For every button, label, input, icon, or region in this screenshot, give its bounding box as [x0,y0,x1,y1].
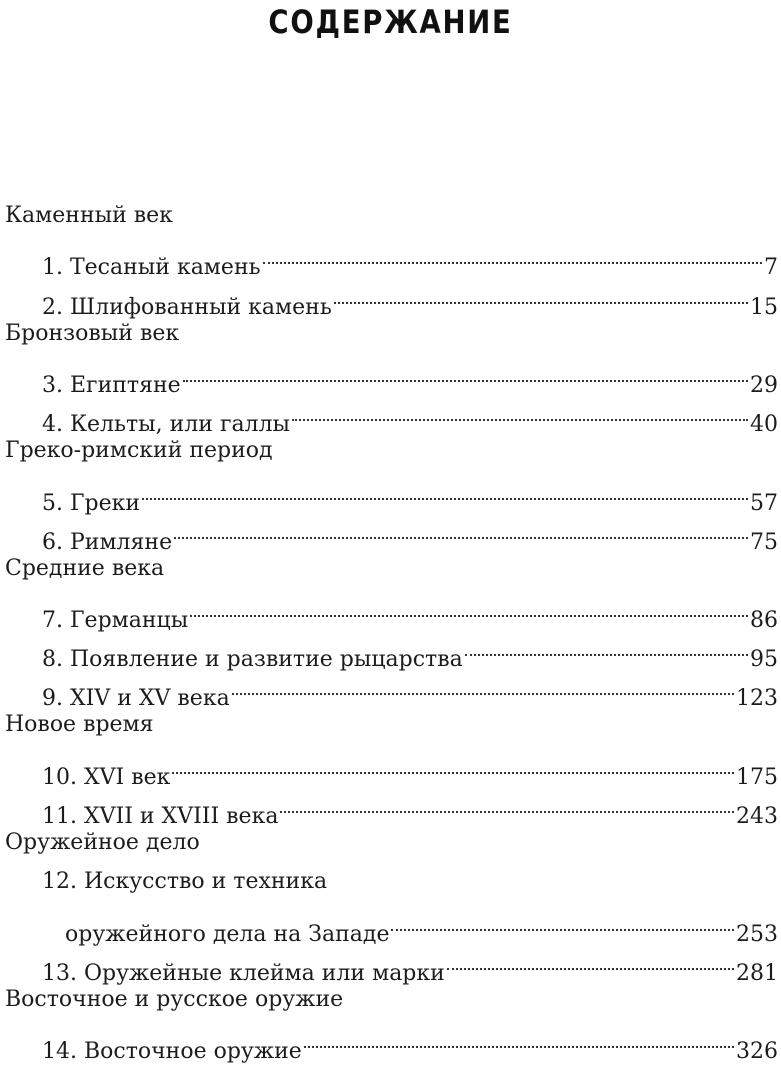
toc-entry [5,745,778,790]
dot-leader [447,941,734,980]
toc-entry [5,588,778,634]
toc-entry [5,235,778,281]
dot-leader [172,745,734,784]
toc-page-number: 40 [750,412,778,438]
toc-section-heading: Новое время [5,712,154,738]
dot-leader [232,666,734,705]
toc-entry [5,510,778,555]
toc-entry-title: 13. Оружейные клейма или марки [42,960,445,986]
toc-entry [5,274,778,320]
dot-leader [391,901,734,940]
toc-page-number: 75 [750,529,778,555]
toc-page-number: 253 [736,921,778,947]
dot-leader [263,235,762,274]
toc-entry-title: 14. Восточное оружие [42,1039,302,1065]
toc-section-heading: Оружейное дело [5,830,200,855]
toc-page-number: 326 [736,1039,778,1065]
dot-leader [292,392,748,431]
dot-leader [183,353,748,392]
toc-page-number: 86 [750,608,778,634]
table-of-contents [5,196,778,1065]
toc-page-number: 15 [750,294,778,320]
toc-section-heading: Средние века [5,555,165,581]
toc-entry-title-continuation: оружейного дела на Западе [65,921,390,947]
toc-entry-title: 1. Тесаный камень [42,255,261,281]
dot-leader [304,1019,734,1058]
toc-page-number: 29 [750,372,778,398]
toc-entry [5,353,778,398]
toc-entry-title: 4. Кельты, или галлы [42,412,291,438]
toc-entry-title: 9. XIV и XV века [42,686,230,712]
toc-entry [5,470,778,516]
toc-entry-title: 11. XVII и XVIII века [42,804,279,829]
toc-page-number: 7 [764,255,778,281]
toc-section-heading: Бронзовый век [5,320,180,346]
dot-leader [190,588,748,627]
toc-entry-title: 8. Появление и развитие рыцарства [42,647,463,673]
toc-entry-title: 2. Шлифованный камень [42,294,332,320]
toc-page-number: 123 [736,686,778,712]
page-title: СОДЕРЖАНИЕ [268,3,513,41]
toc-section-heading: Греко-римский период [5,438,273,464]
toc-entry-title: 6. Римляне [42,529,173,555]
toc-entry [5,901,778,947]
toc-entry [5,941,778,986]
toc-entry [5,666,778,712]
toc-entry-title: 7. Германцы [42,608,189,634]
toc-entry [5,627,778,673]
dot-leader [174,510,748,549]
toc-entry [5,392,778,438]
toc-entry-title: 5. Греки [42,490,141,516]
dot-leader [334,274,748,313]
toc-entry-title: 3. Египтяне [42,372,181,398]
dot-leader [280,784,734,823]
toc-page-number: 281 [736,960,778,986]
toc-page-number: 243 [736,804,778,829]
toc-page-number: 175 [736,764,778,790]
toc-page-number: 57 [750,490,778,516]
dot-leader [465,627,748,666]
toc-entry-title: 12. Искусство и техника [42,869,328,895]
toc-section-heading: Каменный век [5,203,173,228]
toc-page-number: 95 [750,647,778,673]
toc-entry [5,784,778,829]
dot-leader [142,470,748,509]
toc-entry-title: 10. XVI век [42,764,171,790]
toc-entry [5,1019,778,1065]
toc-section-heading: Восточное и русское оружие [5,986,344,1012]
